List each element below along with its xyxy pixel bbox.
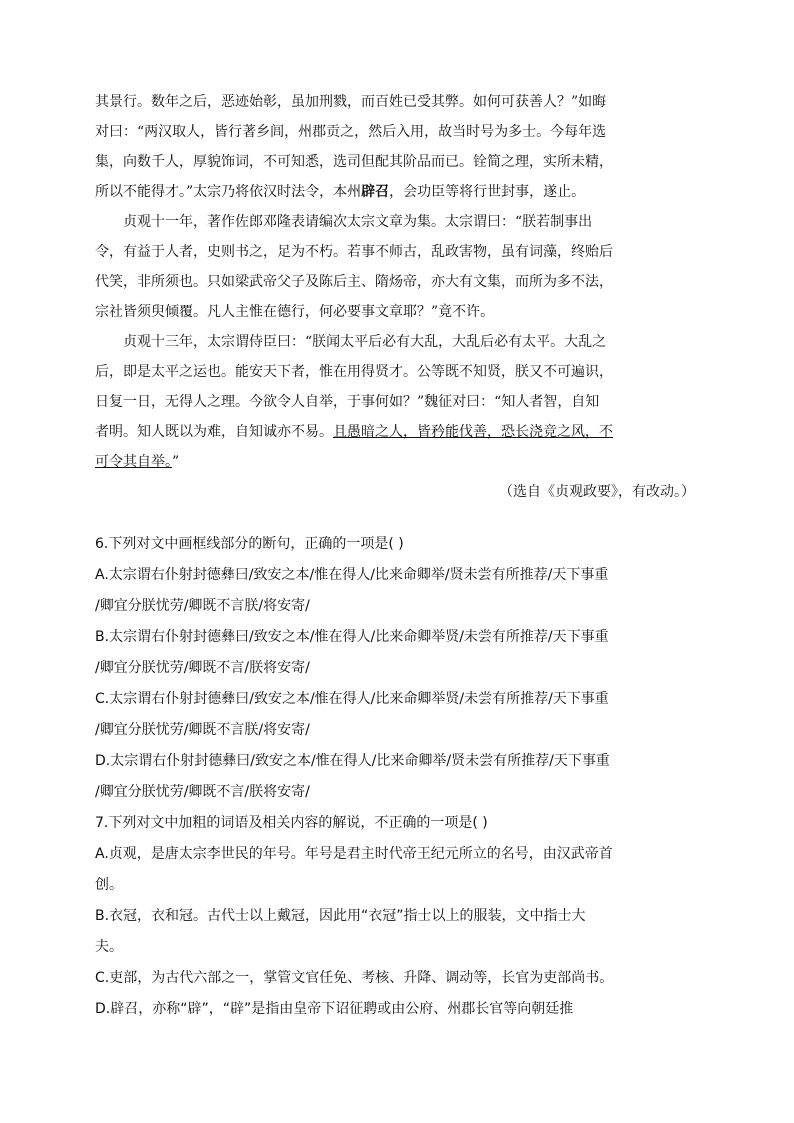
question-6 [95, 529, 705, 808]
underlined-sentence: 且愚暗之人，皆矜能伐善，恐长浇竞之风，不 [333, 424, 613, 440]
text-line: 代笑，非所须也。只如梁武帝父子及陈后主、隋炀帝，亦大有文集，而所为多不法， [95, 274, 613, 290]
text-line: 日复一日，无得人之理。今欲令人自举，于事何如？”魏征对曰：“知人者智，自知 [95, 394, 600, 410]
text-span: ” [172, 454, 180, 470]
passage-text [95, 87, 695, 507]
text-line: 贞观十三年，太宗谓侍臣曰：“朕闻太平后必有大乱，大乱后必有太平。大乱之 [123, 334, 607, 350]
option-b-cont: 夫。 [95, 939, 123, 955]
option-a: A.贞观，是唐太宗李世民的年号。年号是君主时代帝王纪元所立的名号，由汉武帝首 [95, 846, 613, 862]
option-c: C.吏部，为古代六部之一，掌管文官任免、考核、升降、调动等，长官为吏部尚书。 [95, 970, 614, 986]
option-d: D.辟召，亦称“辟”，“辟”是指由皇帝下诏征聘或由公府、州郡长官等向朝廷推 [95, 1001, 574, 1017]
option-b: B.衣冠，衣和冠。古代士以上戴冠，因此用“衣冠”指士以上的服装，文中指士大 [95, 908, 586, 924]
option-c-cont: /卿宜分朕忧劳/卿既不言朕/将安寄/ [95, 722, 310, 738]
bold-term-bizhao: 辟召 [361, 184, 390, 200]
text-line [95, 417, 695, 447]
text-line: 宗社皆须臾倾覆。凡人主惟在德行，何必要事文章耶？”竟不许。 [95, 304, 495, 320]
text-line: 贞观十一年，著作佐郎邓隆表请编次太宗文章为集。太宗谓曰：“朕若制事出 [123, 214, 593, 230]
text-line: 令，有益于人者，史则书之，足为不朽。若事不师古，乱政害物，虽有词藻，终贻后 [95, 244, 613, 260]
option-b-cont: /卿宜分朕忧劳/卿既不言/朕将安寄/ [95, 660, 310, 676]
text-line: 其景行。数年之后，恶迹始彰，虽加刑戮，而百姓已受其弊。如何可获善人？”如晦 [95, 94, 607, 110]
question-stem: 6.下列对文中画框线部分的断句，正确的一项是( ) [95, 536, 404, 552]
text-span: ，会功臣等将行世封事，遂止。 [389, 184, 586, 200]
question-7 [95, 808, 705, 1025]
text-line [95, 447, 695, 477]
option-a-cont: /卿宜分朕忧劳/卿既不言朕/将安寄/ [95, 598, 310, 614]
option-d: D.太宗谓右仆射封德彝曰/致安之本/惟在得人/比来命卿举/贤未尝有所推荐/天下事重 [95, 753, 610, 769]
text-line [95, 177, 695, 207]
underlined-sentence: 可令其自举。 [95, 454, 172, 470]
option-a: A.太宗谓右仆射封德彝曰/致安之本/惟在得人/比来命卿举/贤未尝有所推荐/天下事重 [95, 567, 609, 583]
text-span: 者明。知人既以为难，自知诚亦不易。 [95, 424, 333, 440]
option-d-cont: /卿宜分朕忧劳/卿既不言/朕将安寄/ [95, 784, 310, 800]
text-line: 对曰：“两汉取人，皆行著乡闾，州郡贡之，然后入用，故当时号为多士。今每年选 [95, 124, 607, 140]
option-c: C.太宗谓右仆射封德彝曰/致安之本/惟在得人/比来命卿举贤/未尝有所推荐/天下事重 [95, 691, 609, 707]
text-line: 集，向数千人，厚貌饰词，不可知悉，选司但配其阶品而已。铨简之理，实所未精， [95, 154, 613, 170]
question-stem: 7.下列对文中加粗的词语及相关内容的解说，不正确的一项是( ) [95, 815, 488, 831]
option-a-cont: 创。 [95, 877, 123, 893]
source-note: （选自《贞观政要》，有改动。） [499, 484, 695, 500]
text-span: 所以不能得才。”太宗乃将依汉时法令，本州 [95, 184, 362, 200]
text-line: 后，即是太平之运也。能安天下者，惟在用得贤才。公等既不知贤，朕又不可遍识， [95, 364, 613, 380]
option-b: B.太宗谓右仆射封德彝曰/致安之本/惟在得人/比来命卿举贤/未尝有所推荐/天下事重 [95, 629, 609, 645]
